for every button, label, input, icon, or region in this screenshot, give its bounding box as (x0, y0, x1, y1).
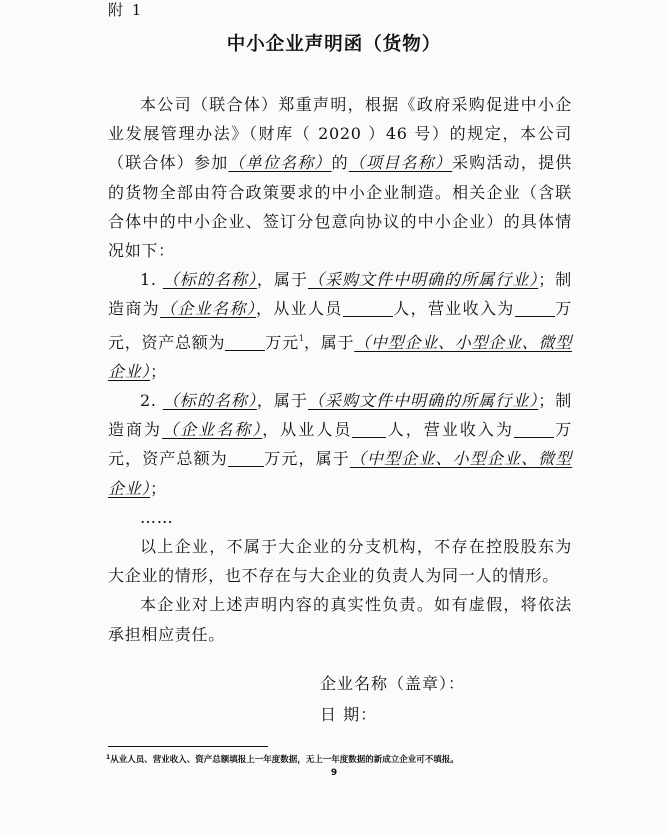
item-text: 万元 (265, 332, 299, 352)
item-text: 万元，资产总额为 (108, 420, 572, 469)
item-text: 人，营业收入为 (386, 420, 514, 440)
subject-name-field: （标的名称） (162, 270, 257, 290)
footnote-marker: 1 (298, 333, 304, 343)
footnote-mark: 1 (106, 754, 111, 761)
subject-name-field: （标的名称） (162, 391, 257, 411)
company-seal-label: 企业名称（盖章）： (320, 674, 466, 693)
project-name-field: （项目名称） (348, 153, 453, 173)
annex-label: 附 1 (108, 1, 144, 19)
item-text: ，属于 (303, 332, 355, 352)
statement-body (108, 90, 572, 649)
item-text: ，从业人员 (256, 299, 343, 319)
enterprise-item-2 (108, 386, 572, 503)
intro-text-c: 采购活动，提供的货物全部由符合政策要求的中小企业制造。相关企业（含联合体中的中小企业、签订分包意向协议的中小企业）的具体情况如下： (108, 153, 572, 261)
date-label: 日 期： (320, 705, 378, 724)
item-text: ； (150, 361, 167, 381)
company-name-field: （企业名称） (162, 420, 263, 440)
item-text: ，属于 (256, 270, 308, 290)
item-text: ；制造商为 (108, 391, 572, 440)
staff-count-blank (343, 300, 393, 317)
footnote-divider (108, 746, 268, 747)
assets-blank (228, 450, 264, 467)
industry-field: （采购文件中明确的所属行业） (307, 270, 539, 290)
enterprise-size-field: （中型企业、小型企业、微型企业） (108, 332, 572, 381)
item-text: 人，营业收入为 (392, 299, 515, 319)
ellipsis: …… (140, 507, 174, 527)
document-title: 中小企业声明函（货物） (226, 34, 442, 55)
intro-text-a: 本公司（联合体）郑重声明，根据《政府采购促进中小企业发展管理办法》（财库（ 2020 ）46 号）的规定，本公司（联合体）参加 (108, 95, 572, 173)
industry-field: （采购文件中明确的所属行业） (307, 391, 539, 411)
item-text: ，属于 (256, 391, 308, 411)
revenue-blank (515, 300, 555, 317)
item-number: 2. (140, 391, 157, 411)
enterprise-size-field: （中型企业、小型企业、微型企业） (108, 449, 573, 498)
item-text: ，属于 (298, 449, 350, 469)
intro-text-b: 的 (331, 153, 349, 173)
responsibility-paragraph: 本企业对上述声明内容的真实性负责。如有虚假，将依法承担相应责任。 (108, 595, 572, 644)
item-text: ，从业人员 (262, 420, 353, 440)
page-number: 9 (330, 768, 338, 778)
declaration-paragraph: 以上企业，不属于大企业的分支机构，不存在控股股东为大企业的情形，也不存在与大企业的负责人为同一人的情形。 (108, 537, 572, 586)
item-text: ； (150, 478, 167, 498)
item-number: 1. (140, 270, 157, 290)
item-text: 万元，资产总额为 (108, 299, 572, 352)
staff-count-blank (352, 421, 386, 438)
footnote-text: 从业人员、营业收入、资产总额填报上一年度数据，无上一年度数据的新成立企业可不填报。 (110, 755, 459, 765)
footnote (106, 753, 459, 765)
item-text: 万元 (263, 449, 299, 469)
item-text: ；制造商为 (108, 270, 572, 319)
unit-name-field: （单位名称） (228, 153, 332, 173)
assets-blank (225, 334, 265, 351)
intro-paragraph (108, 90, 572, 265)
enterprise-item-1 (108, 265, 572, 386)
revenue-blank (514, 421, 554, 438)
company-name-field: （企业名称） (160, 299, 256, 319)
